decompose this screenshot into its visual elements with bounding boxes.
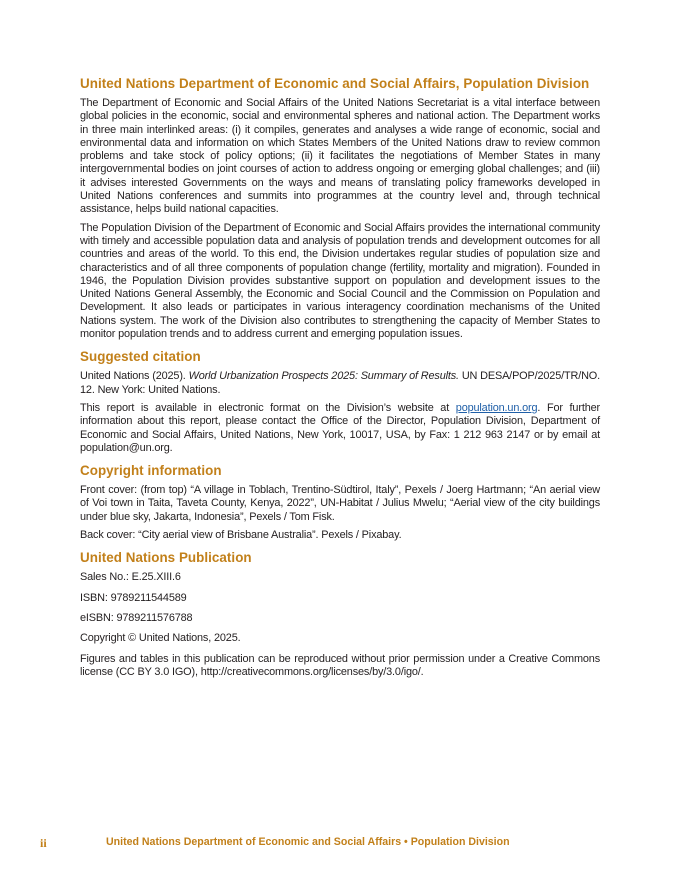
page-number: ii [40,836,47,850]
page-content [80,76,600,684]
citation-prefix: United Nations (2025). [80,370,189,383]
availability-text [80,402,600,455]
copyright-notice: Copyright © United Nations, 2025. [80,632,241,645]
citation-title: World Urbanization Prospects 2025: Summary of Results. [188,370,459,383]
footer-text: United Nations Department of Economic and Social Affairs • Population Division [106,836,510,848]
sales-number: Sales No.: E.25.XIII.6 [80,571,181,584]
undesa-paragraph-1: The Department of Economic and Social Affairs of the United Nations Secretariat is a vital interface between global policies in the economic, social and environmental spheres and national action. The Department works in three main interlinked areas: (i) it compiles, generates and analyses a wide range of economic, social and environmental data and information on which States Members of the United Nations draw to review common problems and take stock of policy options; (ii) it facilitates the negotiations of Member States in many intergovernmental bodies on joint courses of action to address ongoing or emerging global challenges; and (iii) it advises interested Governments on the ways and means of translating policy frameworks developed in United Nations conferences and summits into programmes at the country level and, through technical assistance, helps build national capacities. [80,97,600,216]
citation-suffix: UN DESA/POP/2025/TR/NO. 12. New York: United Nations. [80,370,600,396]
undesa-heading: United Nations Department of Economic and Social Affairs, Population Division [80,76,590,91]
citation-text [80,370,600,397]
population-website-link[interactable]: population.un.org [455,401,538,414]
front-cover-credit: Front cover: (from top) “A village in Toblach, Trentino-Südtirol, Italy”, Pexels / Joerg Hartmann; “An aerial view of Voi town in Taita, Taveta County, Kenya, 2022”, UN-Habitat / Julius Mwelu; “Aerial view of the city buildings under blue sky, Jakarta, Indonesia”, Pexels / Tom Fisk. [80,484,600,523]
page-footer [40,836,640,852]
back-cover-credit: Back cover: “City aerial view of Brisbane Australia”. Pexels / Pixabay. [80,529,402,542]
availability-before: This report is available in electronic format on the Division’s website at [80,401,456,414]
eisbn: eISBN: 9789211576788 [80,611,193,624]
undesa-paragraph-2: The Population Division of the Department of Economic and Social Affairs provides the international community with timely and accessible population data and analysis of population trends and development outcomes for all countries and areas of the world. To this end, the Division undertakes regular studies of population size and characteristics and of all three components of population change (fertility, mortality and migration). Founded in 1946, the Population Division provides substantive support on population and development issues to the United Nations General Assembly, the Economic and Social Council and the Commission on Population and Development. It also leads or participates in various interagency coordination mechanisms of the United Nations system. The work of the Division also contributes to strengthening the capacity of Member States to monitor population trends and to address current and emerging population issues. [80,221,600,341]
license-text: Figures and tables in this publication can be reproduced without prior permission under a Creative Commons license (CC BY 3.0 IGO), http://creativecommons.org/licenses/by/3.0/igo/. [80,652,600,678]
publication-heading: United Nations Publication [80,550,252,566]
availability-after: . For further information about this report, please contact the Office of the Director, Population Division, Department of Economic and Social Affairs, United Nations, New York, 10017, USA, by Fax: 1 212 963 2147 or by email at population@un.org. [80,401,600,454]
isbn: ISBN: 9789211544589 [80,591,187,604]
citation-heading: Suggested citation [80,349,201,365]
copyright-heading: Copyright information [80,463,222,479]
